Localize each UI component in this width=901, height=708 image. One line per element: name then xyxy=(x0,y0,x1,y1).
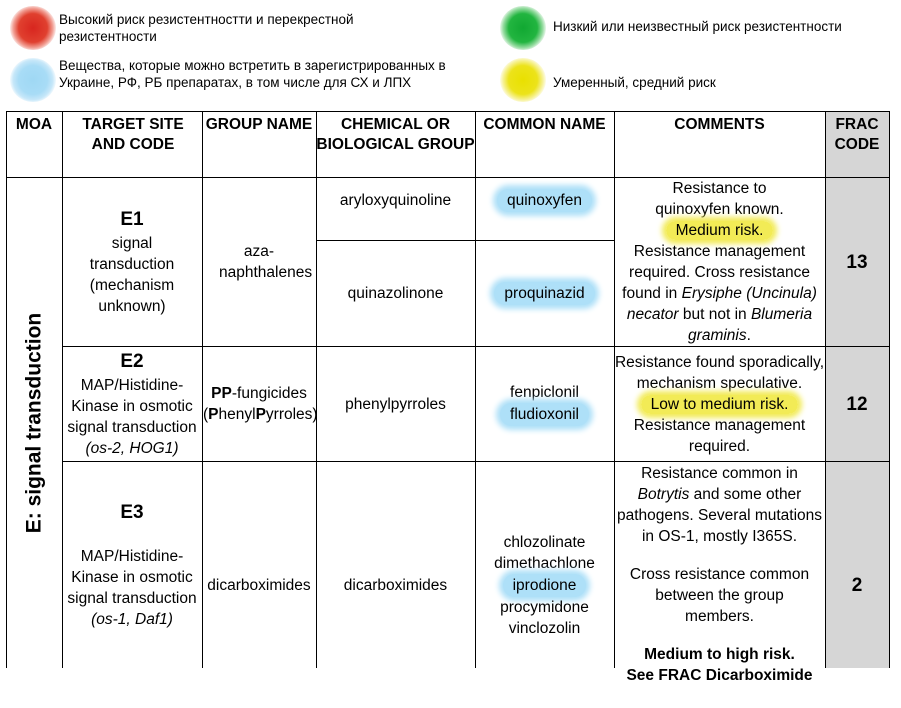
e1-risk: Medium risk. xyxy=(666,221,774,240)
e3-target-cell xyxy=(62,462,202,668)
legend-high-risk: Высокий риск резистентностти и перекрестной резистентности xyxy=(59,12,354,44)
e3-common xyxy=(475,462,614,708)
header-common: COMMON NAME xyxy=(483,116,606,133)
e2-target-cell xyxy=(62,347,202,461)
e1-code: E1 xyxy=(120,209,144,230)
header-target: TARGET SITE AND CODE xyxy=(82,116,184,153)
legend-medium-risk: Умеренный, средний риск xyxy=(553,75,716,90)
e2-frac: 12 xyxy=(846,393,868,415)
e2-group-cell: PP-fungicides (PhenylPyrroles) xyxy=(203,385,318,423)
legend-low-risk: Низкий или неизвестный риск резистентности xyxy=(553,19,842,34)
moa-label: E: signal transduction xyxy=(22,312,45,533)
e2-common-2: fludioxonil xyxy=(500,403,589,426)
e3-common-3: iprodione xyxy=(503,574,587,597)
e3-chem: dicarboximides xyxy=(343,576,448,594)
moa-cell xyxy=(6,177,62,668)
e1-common-2: proquinazid xyxy=(475,241,614,346)
header-comments: COMMENTS xyxy=(674,116,765,133)
e1-chem-2: quinazolinone xyxy=(347,285,444,302)
e3-group: dicarboximides xyxy=(207,576,311,594)
e1-comments: Resistance to quinoxyfen known. Medium risk. Resistance management required. Cross resistance found in Erysiphe (Uncinula) necator but not in Blumeria graminis. xyxy=(622,180,817,344)
header-chemical: CHEMICAL OR BIOLOGICAL GROUP xyxy=(316,116,475,153)
e2-target-genes: (os-2, HOG1) xyxy=(85,440,179,457)
e2-code: E2 xyxy=(120,351,144,372)
e3-common-1: chlozolinate xyxy=(503,533,586,551)
e3-common-5: vinclozolin xyxy=(508,619,581,637)
e3-risk: Medium to high risk. xyxy=(644,646,795,663)
header-group: GROUP NAME xyxy=(205,116,313,133)
e1-target-desc: signal transduction (mechanism unknown) xyxy=(89,235,175,315)
legend-registered: Вещества, которые можно встретить в зарегистрированных в Украине, РФ, РБ препаратах, в том числе для СХ и ЛПХ xyxy=(59,58,446,90)
e2-chem: phenylpyrroles xyxy=(345,395,446,413)
yellow-circle-icon xyxy=(500,58,546,102)
e3-comments: Resistance common in Botrytis and some other pathogens. Several mutations in OS-1, mostly I365S. Cross resistance common between the group members. Medium to high risk. See FRAC Dicarboximide xyxy=(616,465,823,684)
e2-common xyxy=(475,347,614,461)
e3-common-2: dimethachlone xyxy=(494,554,595,572)
header-frac: FRAC CODE xyxy=(834,116,880,153)
e1-group: aza-naphthalenes xyxy=(219,243,313,281)
e1-common-1: quinoxyfen xyxy=(475,178,614,222)
e3-common-4: procymidone xyxy=(500,598,589,616)
e2-common-1: fenpiclonil xyxy=(510,384,579,401)
red-circle-icon xyxy=(10,6,56,50)
e3-target-genes: (os-1, Daf1) xyxy=(91,611,173,628)
e2-risk: Low to medium risk. xyxy=(641,395,799,414)
green-circle-icon xyxy=(500,6,546,50)
e1-chem-1: aryloxyquinoline xyxy=(339,191,452,209)
e3-code: E3 xyxy=(120,502,144,523)
e1-target-cell xyxy=(62,178,202,346)
e2-target-desc: MAP/Histidine-Kinase in osmotic signal transduction xyxy=(67,377,197,436)
e1-group-cell xyxy=(202,178,316,346)
header-moa: MOA xyxy=(15,116,53,133)
blue-circle-icon xyxy=(10,58,56,102)
e3-frac: 2 xyxy=(851,574,863,596)
e1-frac: 13 xyxy=(846,251,868,273)
e3-target-desc: MAP/Histidine-Kinase in osmotic signal transduction xyxy=(67,548,197,607)
e2-comments: Resistance found sporadically, mechanism speculative. Low to medium risk. Resistance management required. xyxy=(614,353,825,455)
